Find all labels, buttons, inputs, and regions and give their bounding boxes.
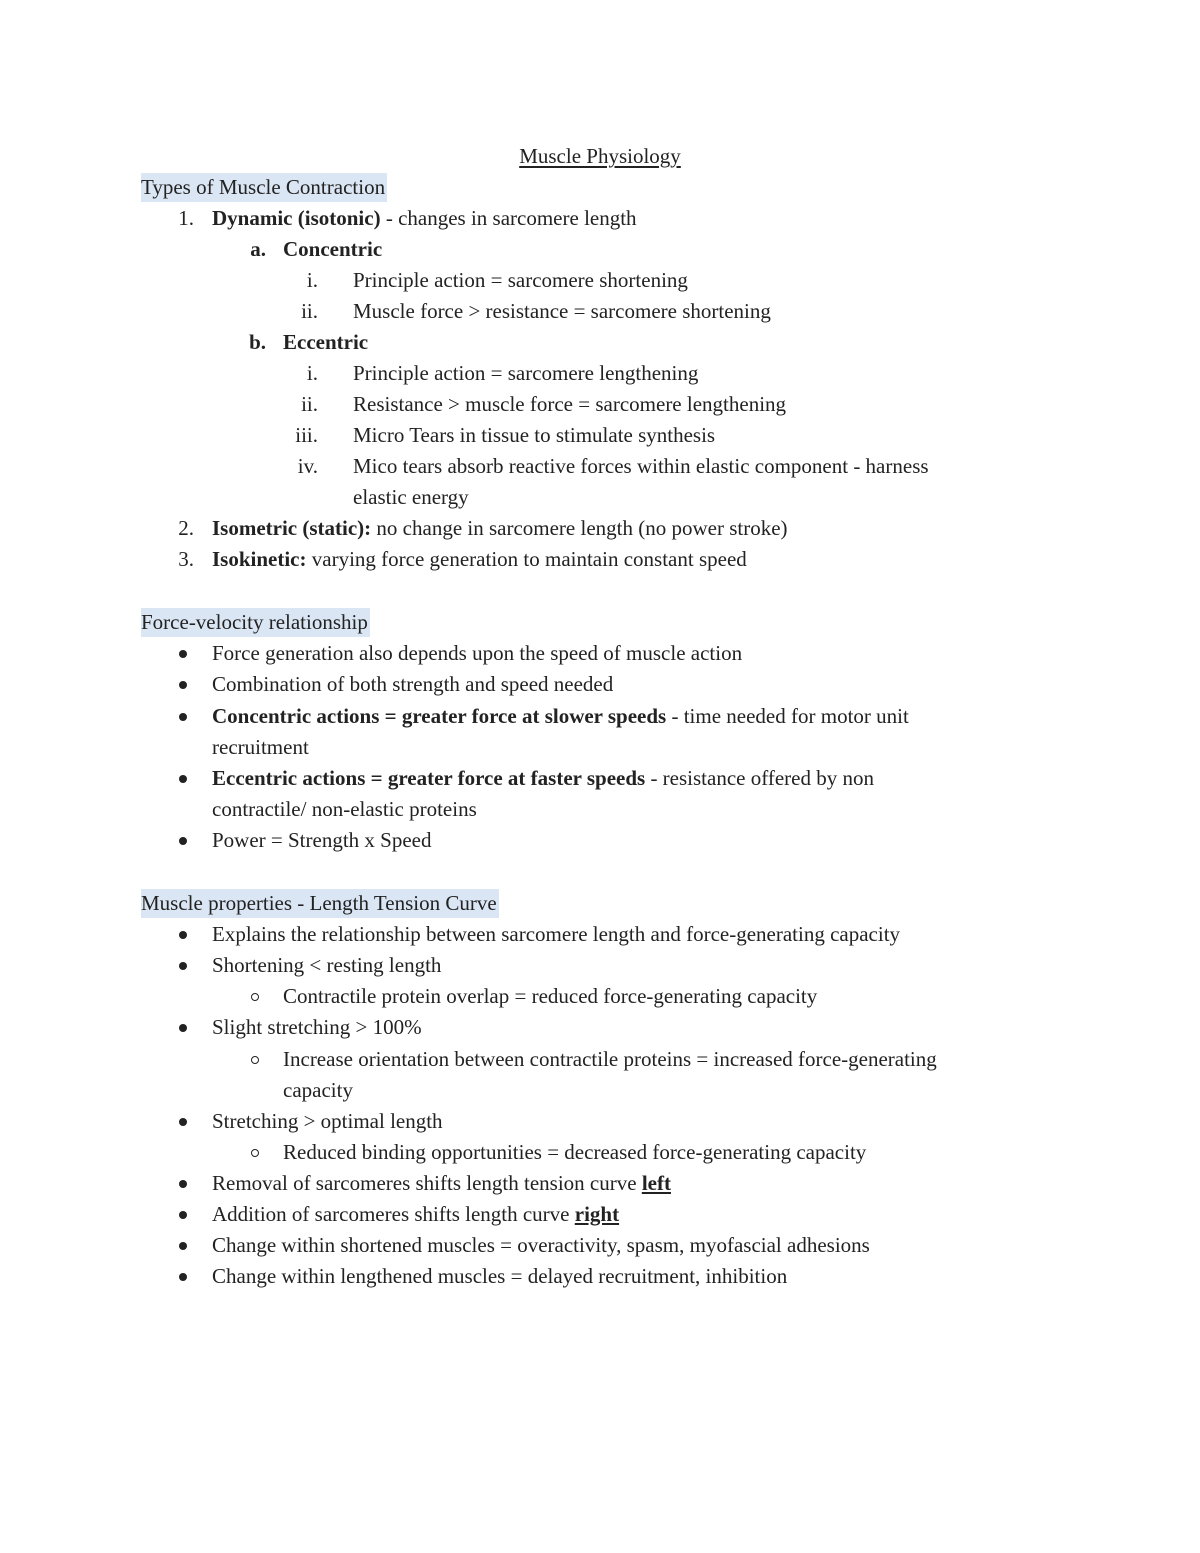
list-item-continuation: contractile/ non-elastic proteins [212,797,477,821]
list-item-eccentric: Eccentric [283,330,369,354]
section-heading-length-tension: Muscle properties - Length Tension Curve [141,888,499,919]
list-item: Change within shortened muscles = overactivity, spasm, myofascial adhesions [212,1233,870,1257]
circle-bullet-icon [251,993,259,1001]
list-marker: i. [306,361,318,385]
list-marker: iii. [295,423,318,447]
bullet-icon [179,1180,187,1188]
list-marker: ii. [301,392,318,416]
bullet-icon [179,775,187,783]
list-item-isokinetic: Isokinetic: varying force generation to maintain constant speed [212,547,747,571]
list-item: Muscle force > resistance = sarcomere shortening [353,299,771,323]
list-item-continuation: recruitment [212,735,309,759]
list-item: Increase orientation between contractile proteins = increased force-generating [283,1047,937,1071]
list-item: Principle action = sarcomere lengthening [353,361,699,385]
list-item: Mico tears absorb reactive forces within elastic component - harness [353,454,929,478]
bullet-icon [179,713,187,721]
list-item: Force generation also depends upon the speed of muscle action [212,641,743,665]
list-marker: 2. [178,516,194,540]
bullet-icon [179,1118,187,1126]
list-item: Removal of sarcomeres shifts length tension curve left [212,1171,671,1195]
bullet-icon [179,1242,187,1250]
bullet-icon [179,1273,187,1281]
list-marker: i. [306,268,318,292]
list-item: Reduced binding opportunities = decreased force-generating capacity [283,1140,867,1164]
list-marker: iv. [297,454,318,478]
list-item: Explains the relationship between sarcomere length and force-generating capacity [212,922,901,946]
list-item-continuation: capacity [283,1078,353,1102]
list-marker: a. [250,237,266,261]
list-item: Contractile protein overlap = reduced force-generating capacity [283,984,818,1008]
list-item: Eccentric actions = greater force at faster speeds - resistance offered by non [212,766,874,790]
list-item: Change within lengthened muscles = delayed recruitment, inhibition [212,1264,788,1288]
list-item-continuation: elastic energy [353,485,469,509]
list-marker: 1. [178,206,194,230]
list-item: Concentric actions = greater force at slower speeds - time needed for motor unit [212,704,909,728]
bullet-icon [179,931,187,939]
list-item: Addition of sarcomeres shifts length curve right [212,1202,620,1226]
bullet-icon [179,681,187,689]
bullet-icon [179,837,187,845]
list-item: Combination of both strength and speed needed [212,672,614,696]
list-marker: ii. [301,299,318,323]
list-marker: b. [249,330,266,354]
list-item: Power = Strength x Speed [212,828,432,852]
list-item-concentric: Concentric [283,237,383,261]
list-item: Stretching > optimal length [212,1109,443,1133]
list-item: Shortening < resting length [212,953,442,977]
page-title: Muscle Physiology [519,144,681,168]
bullet-icon [179,1211,187,1219]
circle-bullet-icon [251,1056,259,1064]
bullet-icon [179,962,187,970]
bullet-icon [179,1024,187,1032]
list-item: Principle action = sarcomere shortening [353,268,688,292]
list-item-dynamic: Dynamic (isotonic) - changes in sarcomere length [212,206,637,230]
list-marker: 3. [178,547,194,571]
circle-bullet-icon [251,1149,259,1157]
section-heading-types: Types of Muscle Contraction [141,172,387,203]
section-heading-force-velocity: Force-velocity relationship [141,607,370,638]
bullet-icon [179,650,187,658]
list-item: Micro Tears in tissue to stimulate synthesis [353,423,716,447]
list-item-isometric: Isometric (static): no change in sarcomere length (no power stroke) [212,516,788,540]
list-item: Resistance > muscle force = sarcomere lengthening [353,392,787,416]
list-item: Slight stretching > 100% [212,1015,422,1039]
